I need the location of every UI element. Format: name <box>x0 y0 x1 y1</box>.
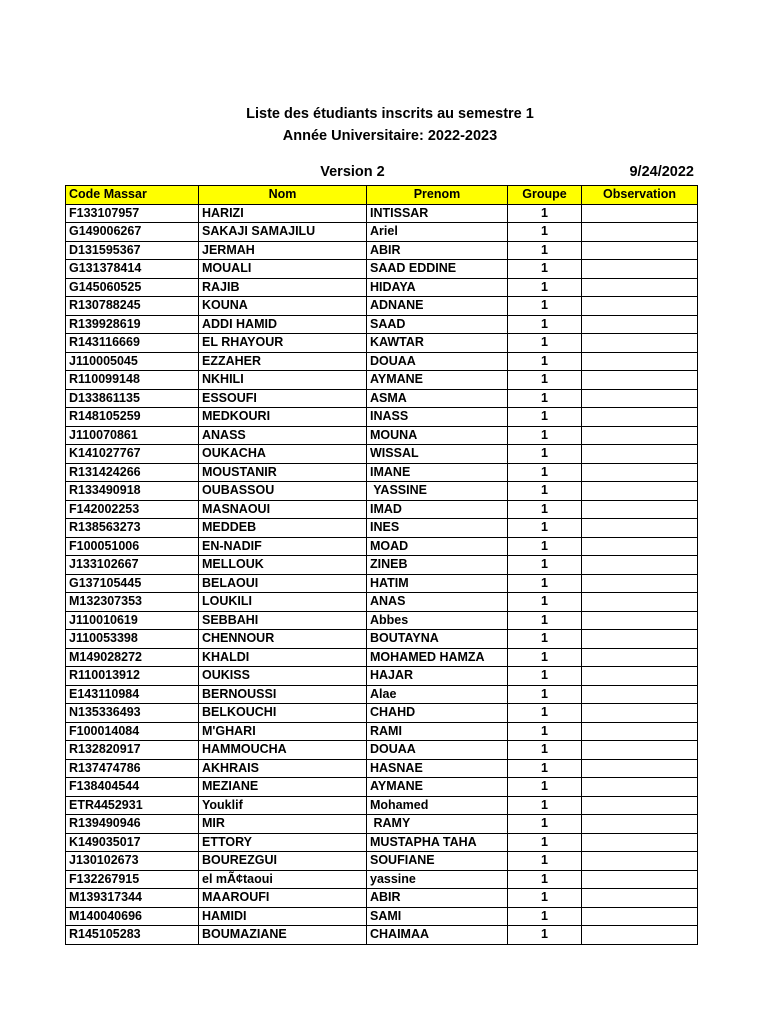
cell-groupe: 1 <box>508 556 582 575</box>
cell-prenom: SAAD <box>367 315 508 334</box>
table-row <box>66 815 698 834</box>
cell-prenom: WISSAL <box>367 445 508 464</box>
cell-prenom: INES <box>367 519 508 538</box>
cell-code-massar: M140040696 <box>66 907 199 926</box>
cell-code-massar: D131595367 <box>66 241 199 260</box>
cell-code-massar: F133107957 <box>66 204 199 223</box>
cell-code-massar: J110070861 <box>66 426 199 445</box>
cell-code-massar: ETR4452931 <box>66 796 199 815</box>
table-row <box>66 630 698 649</box>
cell-code-massar: J110005045 <box>66 352 199 371</box>
table-body <box>66 204 698 944</box>
cell-prenom: RAMI <box>367 722 508 741</box>
cell-observation <box>582 630 698 649</box>
cell-groupe: 1 <box>508 463 582 482</box>
cell-code-massar: R131424266 <box>66 463 199 482</box>
cell-nom: BOUMAZIANE <box>199 926 367 945</box>
cell-groupe: 1 <box>508 223 582 242</box>
cell-prenom: DOUAA <box>367 741 508 760</box>
cell-prenom: MOAD <box>367 537 508 556</box>
column-header-observation: Observation <box>582 186 698 205</box>
cell-prenom: HIDAYA <box>367 278 508 297</box>
cell-nom: MIR <box>199 815 367 834</box>
cell-observation <box>582 833 698 852</box>
cell-nom: BELAOUI <box>199 574 367 593</box>
table-row <box>66 556 698 575</box>
cell-groupe: 1 <box>508 500 582 519</box>
cell-prenom: ABIR <box>367 241 508 260</box>
cell-nom: BELKOUCHI <box>199 704 367 723</box>
cell-observation <box>582 722 698 741</box>
table-row <box>66 778 698 797</box>
cell-groupe: 1 <box>508 833 582 852</box>
cell-code-massar: R145105283 <box>66 926 199 945</box>
cell-observation <box>582 408 698 427</box>
table-row <box>66 389 698 408</box>
table-row <box>66 463 698 482</box>
cell-nom: EL RHAYOUR <box>199 334 367 353</box>
cell-groupe: 1 <box>508 408 582 427</box>
cell-observation <box>582 204 698 223</box>
table-row <box>66 611 698 630</box>
cell-groupe: 1 <box>508 482 582 501</box>
cell-code-massar: R139928619 <box>66 315 199 334</box>
cell-code-massar: E143110984 <box>66 685 199 704</box>
cell-code-massar: R138563273 <box>66 519 199 538</box>
column-header-code-massar: Code Massar <box>66 186 199 205</box>
cell-nom: ETTORY <box>199 833 367 852</box>
cell-code-massar: F142002253 <box>66 500 199 519</box>
cell-observation <box>582 870 698 889</box>
cell-code-massar: R139490946 <box>66 815 199 834</box>
cell-groupe: 1 <box>508 445 582 464</box>
table-row <box>66 759 698 778</box>
cell-prenom: ANAS <box>367 593 508 612</box>
cell-code-massar: G137105445 <box>66 574 199 593</box>
cell-groupe: 1 <box>508 852 582 871</box>
cell-prenom: KAWTAR <box>367 334 508 353</box>
column-header-nom: Nom <box>199 186 367 205</box>
cell-groupe: 1 <box>508 648 582 667</box>
cell-groupe: 1 <box>508 759 582 778</box>
cell-groupe: 1 <box>508 389 582 408</box>
cell-code-massar: R130788245 <box>66 297 199 316</box>
cell-code-massar: G145060525 <box>66 278 199 297</box>
cell-groupe: 1 <box>508 778 582 797</box>
cell-groupe: 1 <box>508 796 582 815</box>
cell-observation <box>582 796 698 815</box>
cell-code-massar: K149035017 <box>66 833 199 852</box>
table-row <box>66 704 698 723</box>
cell-code-massar: R148105259 <box>66 408 199 427</box>
cell-prenom: INTISSAR <box>367 204 508 223</box>
table-row <box>66 241 698 260</box>
table-row <box>66 408 698 427</box>
table-row <box>66 519 698 538</box>
cell-groupe: 1 <box>508 352 582 371</box>
cell-nom: Youklif <box>199 796 367 815</box>
cell-observation <box>582 889 698 908</box>
cell-nom: ADDI HAMID <box>199 315 367 334</box>
cell-groupe: 1 <box>508 334 582 353</box>
cell-nom: LOUKILI <box>199 593 367 612</box>
cell-groupe: 1 <box>508 426 582 445</box>
cell-groupe: 1 <box>508 278 582 297</box>
cell-groupe: 1 <box>508 519 582 538</box>
cell-nom: NKHILI <box>199 371 367 390</box>
cell-code-massar: F132267915 <box>66 870 199 889</box>
cell-observation <box>582 519 698 538</box>
cell-nom: EN-NADIF <box>199 537 367 556</box>
cell-nom: RAJIB <box>199 278 367 297</box>
cell-observation <box>582 667 698 686</box>
cell-observation <box>582 352 698 371</box>
cell-code-massar: R110099148 <box>66 371 199 390</box>
cell-prenom: ASMA <box>367 389 508 408</box>
cell-nom: MOUALI <box>199 260 367 279</box>
cell-groupe: 1 <box>508 741 582 760</box>
cell-prenom: BOUTAYNA <box>367 630 508 649</box>
cell-nom: MEZIANE <box>199 778 367 797</box>
cell-groupe: 1 <box>508 926 582 945</box>
cell-code-massar: F100051006 <box>66 537 199 556</box>
table-row <box>66 741 698 760</box>
academic-year: Année Universitaire: 2022-2023 <box>282 128 498 144</box>
cell-code-massar: K141027767 <box>66 445 199 464</box>
cell-observation <box>582 426 698 445</box>
cell-prenom: ZINEB <box>367 556 508 575</box>
cell-groupe: 1 <box>508 630 582 649</box>
cell-nom: HAMMOUCHA <box>199 741 367 760</box>
cell-groupe: 1 <box>508 204 582 223</box>
cell-prenom: CHAIMAA <box>367 926 508 945</box>
cell-groupe: 1 <box>508 574 582 593</box>
table-row <box>66 593 698 612</box>
cell-code-massar: F100014084 <box>66 722 199 741</box>
cell-observation <box>582 815 698 834</box>
cell-observation <box>582 500 698 519</box>
cell-nom: OUBASSOU <box>199 482 367 501</box>
cell-observation <box>582 778 698 797</box>
cell-nom: HARIZI <box>199 204 367 223</box>
cell-groupe: 1 <box>508 611 582 630</box>
student-table <box>65 185 698 945</box>
cell-groupe: 1 <box>508 241 582 260</box>
cell-code-massar: G149006267 <box>66 223 199 242</box>
cell-prenom: MOUNA <box>367 426 508 445</box>
table-row <box>66 889 698 908</box>
cell-prenom: MOHAMED HAMZA <box>367 648 508 667</box>
cell-code-massar: D133861135 <box>66 389 199 408</box>
cell-code-massar: M139317344 <box>66 889 199 908</box>
cell-groupe: 1 <box>508 889 582 908</box>
table-row <box>66 870 698 889</box>
cell-prenom: IMAD <box>367 500 508 519</box>
cell-groupe: 1 <box>508 685 582 704</box>
cell-nom: EZZAHER <box>199 352 367 371</box>
table-row <box>66 537 698 556</box>
cell-observation <box>582 223 698 242</box>
cell-prenom: ABIR <box>367 889 508 908</box>
column-header-groupe: Groupe <box>508 186 582 205</box>
cell-nom: SEBBAHI <box>199 611 367 630</box>
cell-nom: JERMAH <box>199 241 367 260</box>
cell-prenom: AYMANE <box>367 778 508 797</box>
cell-nom: ANASS <box>199 426 367 445</box>
table-row <box>66 445 698 464</box>
cell-nom: OUKISS <box>199 667 367 686</box>
cell-groupe: 1 <box>508 260 582 279</box>
cell-code-massar: R143116669 <box>66 334 199 353</box>
cell-prenom: yassine <box>367 870 508 889</box>
cell-prenom: HATIM <box>367 574 508 593</box>
table-header-row <box>66 186 698 205</box>
cell-observation <box>582 759 698 778</box>
table-row <box>66 278 698 297</box>
cell-code-massar: N135336493 <box>66 704 199 723</box>
cell-code-massar: J130102673 <box>66 852 199 871</box>
cell-nom: el mÃ¢taoui <box>199 870 367 889</box>
cell-observation <box>582 297 698 316</box>
table-row <box>66 297 698 316</box>
cell-groupe: 1 <box>508 704 582 723</box>
document-title: Liste des étudiants inscrits au semestre 1 <box>246 106 534 122</box>
cell-code-massar: M132307353 <box>66 593 199 612</box>
cell-observation <box>582 611 698 630</box>
table-row <box>66 926 698 945</box>
cell-code-massar: F138404544 <box>66 778 199 797</box>
cell-code-massar: R110013912 <box>66 667 199 686</box>
cell-observation <box>582 260 698 279</box>
cell-code-massar: R133490918 <box>66 482 199 501</box>
table-row <box>66 334 698 353</box>
cell-prenom: YASSINE <box>367 482 508 501</box>
cell-nom: MASNAOUI <box>199 500 367 519</box>
cell-prenom: RAMY <box>367 815 508 834</box>
cell-prenom: Alae <box>367 685 508 704</box>
table-row <box>66 648 698 667</box>
cell-prenom: MUSTAPHA TAHA <box>367 833 508 852</box>
cell-nom: AKHRAIS <box>199 759 367 778</box>
cell-prenom: IMANE <box>367 463 508 482</box>
cell-nom: BOUREZGUI <box>199 852 367 871</box>
cell-nom: MAAROUFI <box>199 889 367 908</box>
table-row <box>66 852 698 871</box>
cell-observation <box>582 574 698 593</box>
cell-observation <box>582 556 698 575</box>
cell-groupe: 1 <box>508 815 582 834</box>
cell-groupe: 1 <box>508 593 582 612</box>
column-header-prenom: Prenom <box>367 186 508 205</box>
cell-nom: KOUNA <box>199 297 367 316</box>
cell-prenom: Abbes <box>367 611 508 630</box>
table-row <box>66 907 698 926</box>
table-row <box>66 260 698 279</box>
cell-observation <box>582 852 698 871</box>
cell-prenom: SOUFIANE <box>367 852 508 871</box>
cell-nom: MELLOUK <box>199 556 367 575</box>
cell-prenom: DOUAA <box>367 352 508 371</box>
table-row <box>66 426 698 445</box>
cell-groupe: 1 <box>508 870 582 889</box>
cell-code-massar: J133102667 <box>66 556 199 575</box>
cell-prenom: Ariel <box>367 223 508 242</box>
cell-observation <box>582 334 698 353</box>
table-row <box>66 371 698 390</box>
cell-prenom: ADNANE <box>367 297 508 316</box>
table-row <box>66 722 698 741</box>
table-row <box>66 204 698 223</box>
cell-prenom: HASNAE <box>367 759 508 778</box>
cell-groupe: 1 <box>508 537 582 556</box>
cell-code-massar: G131378414 <box>66 260 199 279</box>
cell-nom: BERNOUSSI <box>199 685 367 704</box>
cell-observation <box>582 241 698 260</box>
table-row <box>66 500 698 519</box>
cell-code-massar: R137474786 <box>66 759 199 778</box>
cell-code-massar: M149028272 <box>66 648 199 667</box>
cell-observation <box>582 926 698 945</box>
cell-nom: ESSOUFI <box>199 389 367 408</box>
table-row <box>66 685 698 704</box>
table-row <box>66 352 698 371</box>
cell-prenom: Mohamed <box>367 796 508 815</box>
cell-observation <box>582 445 698 464</box>
cell-code-massar: J110010619 <box>66 611 199 630</box>
cell-nom: MEDDEB <box>199 519 367 538</box>
cell-observation <box>582 463 698 482</box>
cell-observation <box>582 389 698 408</box>
cell-observation <box>582 593 698 612</box>
table-row <box>66 833 698 852</box>
cell-nom: CHENNOUR <box>199 630 367 649</box>
cell-observation <box>582 648 698 667</box>
cell-observation <box>582 278 698 297</box>
cell-nom: OUKACHA <box>199 445 367 464</box>
cell-groupe: 1 <box>508 907 582 926</box>
table-row <box>66 315 698 334</box>
cell-observation <box>582 741 698 760</box>
cell-observation <box>582 371 698 390</box>
cell-prenom: SAAD EDDINE <box>367 260 508 279</box>
table-row <box>66 223 698 242</box>
cell-observation <box>582 685 698 704</box>
table-row <box>66 574 698 593</box>
cell-nom: KHALDI <box>199 648 367 667</box>
cell-groupe: 1 <box>508 371 582 390</box>
cell-observation <box>582 482 698 501</box>
cell-nom: SAKAJI SAMAJILU <box>199 223 367 242</box>
cell-groupe: 1 <box>508 315 582 334</box>
cell-groupe: 1 <box>508 722 582 741</box>
document-date: 9/24/2022 <box>629 164 694 180</box>
cell-groupe: 1 <box>508 297 582 316</box>
cell-nom: MOUSTANIR <box>199 463 367 482</box>
cell-groupe: 1 <box>508 667 582 686</box>
cell-observation <box>582 907 698 926</box>
cell-observation <box>582 704 698 723</box>
cell-code-massar: J110053398 <box>66 630 199 649</box>
cell-nom: M'GHARI <box>199 722 367 741</box>
cell-nom: HAMIDI <box>199 907 367 926</box>
cell-prenom: SAMI <box>367 907 508 926</box>
cell-prenom: AYMANE <box>367 371 508 390</box>
table-row <box>66 796 698 815</box>
table-row <box>66 482 698 501</box>
cell-prenom: INASS <box>367 408 508 427</box>
version-label: Version 2 <box>320 164 385 180</box>
cell-code-massar: R132820917 <box>66 741 199 760</box>
cell-observation <box>582 537 698 556</box>
cell-nom: MEDKOURI <box>199 408 367 427</box>
cell-observation <box>582 315 698 334</box>
table-row <box>66 667 698 686</box>
cell-prenom: CHAHD <box>367 704 508 723</box>
cell-prenom: HAJAR <box>367 667 508 686</box>
